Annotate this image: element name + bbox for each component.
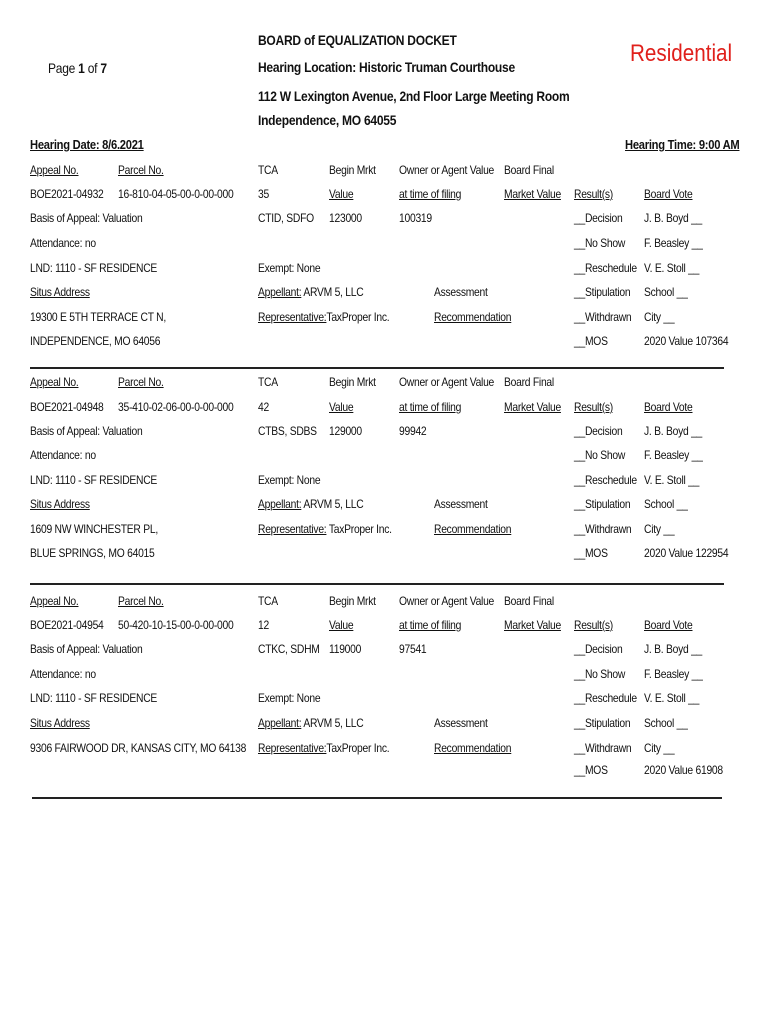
vote-stoll: V. E. Stoll __ <box>644 261 700 275</box>
value-label: Value <box>329 400 354 414</box>
result-stipulation: __Stipulation <box>574 716 631 730</box>
appeal-no-label: Appeal No. <box>30 375 79 389</box>
results-label: Result(s) <box>574 187 613 201</box>
owner-value: 97541 <box>399 642 427 656</box>
situs-address-line1: 9306 FAIRWOOD DR, KANSAS CITY, MO 64138 <box>30 741 247 755</box>
vote-beasley: F. Beasley __ <box>644 667 703 681</box>
board-final-label: Board Final <box>504 163 554 177</box>
begin-mrkt-label: Begin Mrkt <box>329 375 376 389</box>
result-withdrawn: __Withdrawn <box>574 522 632 536</box>
results-label: Result(s) <box>574 618 613 632</box>
appellant-label: Appellant: <box>258 497 302 511</box>
tca-value: 42 <box>258 400 269 414</box>
result-mos: __MOS <box>574 546 608 560</box>
page-of: of <box>87 60 98 76</box>
owner-value: 100319 <box>399 211 432 225</box>
situs-address-line1: 1609 NW WINCHESTER PL, <box>30 522 158 536</box>
situs-address-line1: 19300 E 5TH TERRACE CT N, <box>30 310 166 324</box>
owner-agent-label: Owner or Agent Value <box>399 594 495 608</box>
assessment-label: Assessment <box>434 497 488 511</box>
result-no-show: __No Show <box>574 667 626 681</box>
record-separator <box>30 367 724 369</box>
exempt: Exempt: None <box>258 261 321 275</box>
page-number: 1 <box>78 60 85 76</box>
tca-value: 35 <box>258 187 269 201</box>
representative <box>258 522 392 536</box>
exempt: Exempt: None <box>258 473 321 487</box>
begin-value: 119000 <box>329 642 362 656</box>
representative-label: Representative: <box>258 741 327 755</box>
representative <box>258 741 389 755</box>
hearing-location: Hearing Location: Historic Truman Courthouse <box>258 59 515 75</box>
vote-boyd: J. B. Boyd __ <box>644 211 703 225</box>
appellant-value: ARVM 5, LLC <box>303 285 364 299</box>
market-value-label: Market Value <box>504 400 561 414</box>
vote-beasley: F. Beasley __ <box>644 448 703 462</box>
exempt: Exempt: None <box>258 691 321 705</box>
record-separator <box>32 797 722 799</box>
representative-label: Representative: <box>258 310 327 324</box>
appellant-value: ARVM 5, LLC <box>303 497 364 511</box>
hearing-date: Hearing Date: 8/6.2021 <box>30 137 144 152</box>
vote-school: School __ <box>644 285 688 299</box>
appellant-value: ARVM 5, LLC <box>303 716 364 730</box>
value-2020: 2020 Value 107364 <box>644 334 729 348</box>
recommendation-label: Recommendation <box>434 741 512 755</box>
market-value-label: Market Value <box>504 187 561 201</box>
board-final-label: Board Final <box>504 594 554 608</box>
land-use: LND: 1110 - SF RESIDENCE <box>30 691 158 705</box>
vote-beasley: F. Beasley __ <box>644 236 703 250</box>
board-vote-label: Board Vote <box>644 187 693 201</box>
representative <box>258 310 389 324</box>
attendance: Attendance: no <box>30 667 96 681</box>
owner-value: 99942 <box>399 424 427 438</box>
appeal-no-label: Appeal No. <box>30 163 79 177</box>
result-mos: __MOS <box>574 763 608 777</box>
situs-address-line2: BLUE SPRINGS, MO 64015 <box>30 546 155 560</box>
page-total: 7 <box>100 60 107 76</box>
parcel-no: 16-810-04-05-00-0-00-000 <box>118 187 234 201</box>
representative-value: TaxProper Inc. <box>326 310 390 324</box>
assessment-label: Assessment <box>434 285 488 299</box>
appellant-label: Appellant: <box>258 285 302 299</box>
tca-value: 12 <box>258 618 269 632</box>
result-stipulation: __Stipulation <box>574 285 631 299</box>
vote-stoll: V. E. Stoll __ <box>644 473 700 487</box>
owner-agent-label: Owner or Agent Value <box>399 163 495 177</box>
owner-agent-label: Owner or Agent Value <box>399 375 495 389</box>
page-indicator <box>48 60 107 77</box>
situs-address-label: Situs Address <box>30 497 90 511</box>
vote-boyd: J. B. Boyd __ <box>644 642 703 656</box>
vote-city: City __ <box>644 310 675 324</box>
begin-mrkt-label: Begin Mrkt <box>329 163 376 177</box>
vote-boyd: J. B. Boyd __ <box>644 424 703 438</box>
value-2020: 2020 Value 122954 <box>644 546 729 560</box>
appellant <box>258 497 363 511</box>
parcel-no: 50-420-10-15-00-0-00-000 <box>118 618 234 632</box>
value-2020: 2020 Value 61908 <box>644 763 723 777</box>
land-use: LND: 1110 - SF RESIDENCE <box>30 473 158 487</box>
tca-label: TCA <box>258 594 278 608</box>
begin-value: 123000 <box>329 211 362 225</box>
appeal-no-label: Appeal No. <box>30 594 79 608</box>
category-label: Residential <box>630 40 733 67</box>
situs-address-label: Situs Address <box>30 716 90 730</box>
tca-codes: CTID, SDFO <box>258 211 314 225</box>
situs-address-line2: INDEPENDENCE, MO 64056 <box>30 334 161 348</box>
parcel-no: 35-410-02-06-00-0-00-000 <box>118 400 234 414</box>
result-no-show: __No Show <box>574 448 626 462</box>
result-decision: __Decision <box>574 642 623 656</box>
vote-school: School __ <box>644 716 688 730</box>
board-vote-label: Board Vote <box>644 400 693 414</box>
at-time-of-filing-label: at time of filing <box>399 187 462 201</box>
representative-value: TaxProper Inc. <box>328 522 392 536</box>
parcel-no-label: Parcel No. <box>118 594 164 608</box>
appellant <box>258 716 363 730</box>
result-withdrawn: __Withdrawn <box>574 310 632 324</box>
appellant-label: Appellant: <box>258 716 302 730</box>
at-time-of-filing-label: at time of filing <box>399 400 462 414</box>
attendance: Attendance: no <box>30 448 96 462</box>
tca-codes: CTKC, SDHM <box>258 642 320 656</box>
value-label: Value <box>329 618 354 632</box>
attendance: Attendance: no <box>30 236 96 250</box>
value-label: Value <box>329 187 354 201</box>
begin-value: 129000 <box>329 424 362 438</box>
result-stipulation: __Stipulation <box>574 497 631 511</box>
result-decision: __Decision <box>574 424 623 438</box>
vote-city: City __ <box>644 741 675 755</box>
parcel-no-label: Parcel No. <box>118 375 164 389</box>
recommendation-label: Recommendation <box>434 310 512 324</box>
location-address-line2: Independence, MO 64055 <box>258 112 397 128</box>
hearing-time: Hearing Time: 9:00 AM <box>625 137 740 152</box>
appellant <box>258 285 363 299</box>
begin-mrkt-label: Begin Mrkt <box>329 594 376 608</box>
tca-codes: CTBS, SDBS <box>258 424 317 438</box>
tca-label: TCA <box>258 375 278 389</box>
basis-of-appeal: Basis of Appeal: Valuation <box>30 424 143 438</box>
basis-of-appeal: Basis of Appeal: Valuation <box>30 211 143 225</box>
result-reschedule: __Reschedule <box>574 473 637 487</box>
docket-title: BOARD of EQUALIZATION DOCKET <box>258 32 457 48</box>
record-separator <box>30 583 724 585</box>
vote-stoll: V. E. Stoll __ <box>644 691 700 705</box>
board-final-label: Board Final <box>504 375 554 389</box>
vote-city: City __ <box>644 522 675 536</box>
results-label: Result(s) <box>574 400 613 414</box>
basis-of-appeal: Basis of Appeal: Valuation <box>30 642 143 656</box>
board-vote-label: Board Vote <box>644 618 693 632</box>
result-mos: __MOS <box>574 334 608 348</box>
market-value-label: Market Value <box>504 618 561 632</box>
recommendation-label: Recommendation <box>434 522 512 536</box>
assessment-label: Assessment <box>434 716 488 730</box>
representative-label: Representative: <box>258 522 327 536</box>
at-time-of-filing-label: at time of filing <box>399 618 462 632</box>
parcel-no-label: Parcel No. <box>118 163 164 177</box>
appeal-no: BOE2021-04954 <box>30 618 104 632</box>
location-address-line1: 112 W Lexington Avenue, 2nd Floor Large Meeting Room <box>258 88 570 104</box>
result-reschedule: __Reschedule <box>574 261 637 275</box>
page-label: Page <box>48 60 76 76</box>
land-use: LND: 1110 - SF RESIDENCE <box>30 261 158 275</box>
appeal-no: BOE2021-04948 <box>30 400 104 414</box>
result-no-show: __No Show <box>574 236 626 250</box>
result-reschedule: __Reschedule <box>574 691 637 705</box>
situs-address-label: Situs Address <box>30 285 90 299</box>
result-decision: __Decision <box>574 211 623 225</box>
result-withdrawn: __Withdrawn <box>574 741 632 755</box>
tca-label: TCA <box>258 163 278 177</box>
vote-school: School __ <box>644 497 688 511</box>
representative-value: TaxProper Inc. <box>326 741 390 755</box>
appeal-no: BOE2021-04932 <box>30 187 104 201</box>
